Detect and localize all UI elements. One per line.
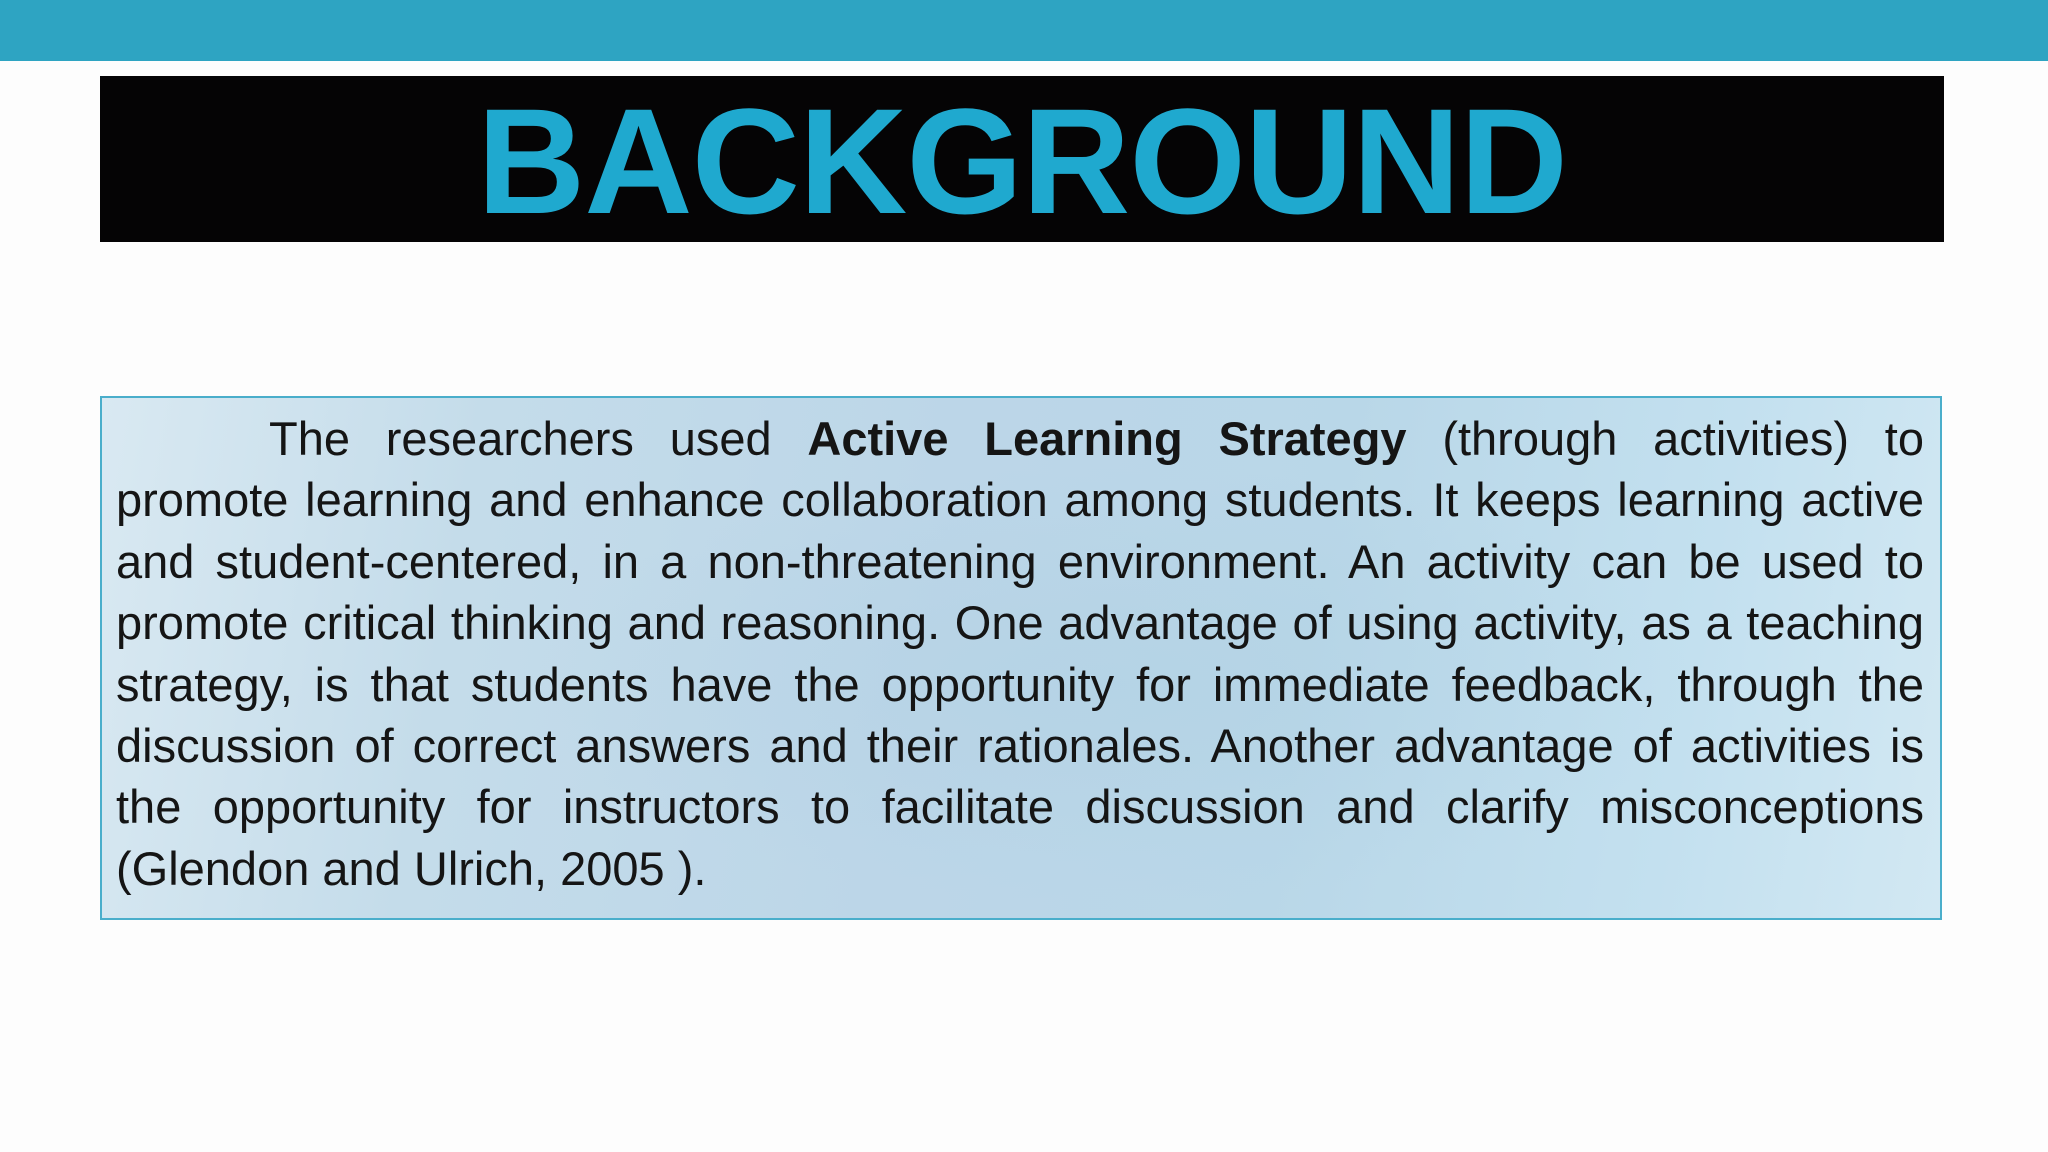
slide-title: BACKGROUND [477, 77, 1567, 245]
paragraph-rest: (through activities) to promote learning and enhance collaboration among students. It keeps learning active and student-centered, in a non-threatening environment. An activity can be used to promote critical thinking and reasoning. One advantage of using activity, as a teaching strategy, is that students have the opportunity for immediate feedback, through the discussion of correct answers and their rationales. Another advantage of activities is the opportunity for instructors to facilitate discussion and clarify misconceptions (Glendon and Ulrich, 2005 ). [116, 412, 1924, 895]
body-text-box [100, 396, 1942, 920]
paragraph-intro: The researchers used [269, 412, 808, 465]
paragraph-bold-term: Active Learning Strategy [807, 412, 1407, 465]
top-accent-bar [0, 0, 2048, 61]
body-paragraph [116, 408, 1924, 899]
title-banner [100, 76, 1944, 245]
